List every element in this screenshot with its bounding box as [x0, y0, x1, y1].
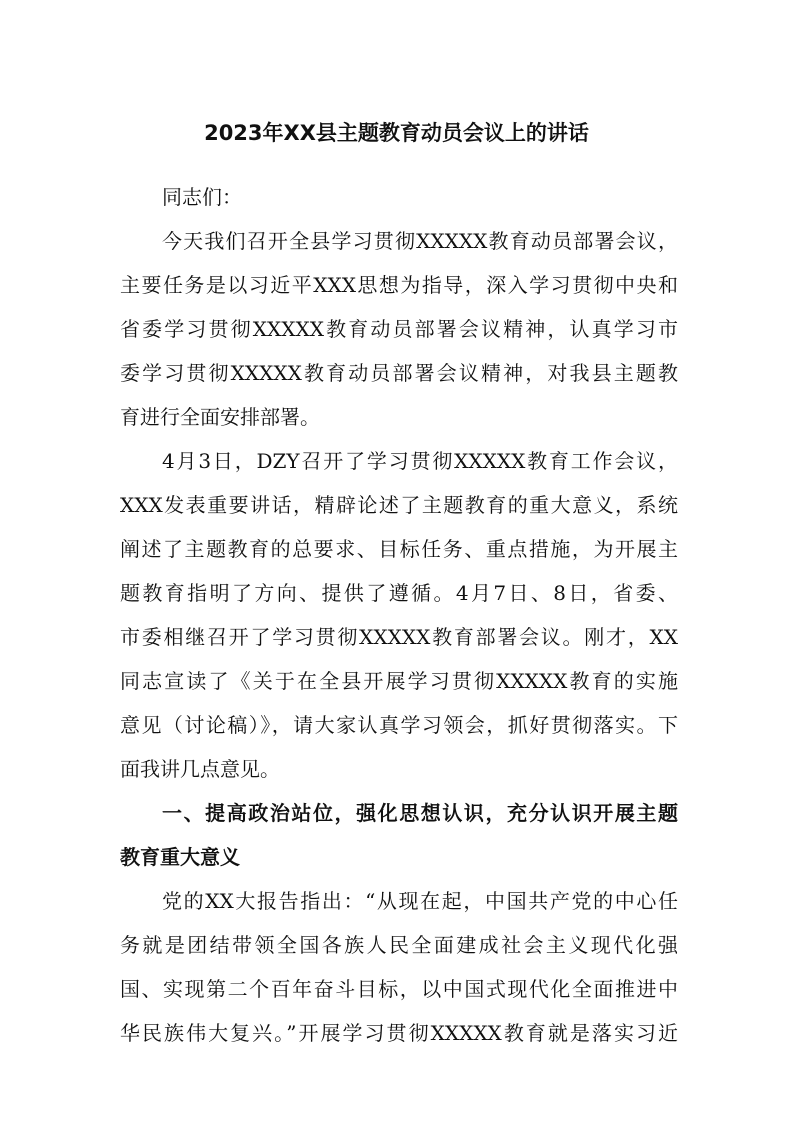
text-line: 党的XX大报告指出：“从现在起，中国共产党的中心任	[162, 889, 678, 913]
text-line: 面我讲几点意见。	[120, 757, 280, 781]
text-line: 主要任务是以习近平XXX思想为指导，深入学习贯彻中央和	[120, 273, 678, 297]
section-heading	[120, 791, 678, 879]
text-line: 阐述了主题教育的总要求、目标任务、重点措施，为开展主	[120, 537, 678, 561]
text-line: 题教育指明了方向、提供了遵循。4月7日、8日，省委、	[120, 581, 678, 605]
text-line: 今天我们召开全县学习贯彻XXXXX教育动员部署会议，	[162, 229, 678, 253]
text-line: 务就是团结带领全国各族人民全面建成社会主义现代化强	[120, 933, 678, 957]
document-body	[120, 175, 678, 1055]
text-line: 国、实现第二个百年奋斗目标，以中国式现代化全面推进中	[120, 977, 678, 1001]
text-line: 同志宣读了《关于在全县开展学习贯彻XXXXX教育的实施	[120, 669, 678, 693]
text-line: 省委学习贯彻XXXXX教育动员部署会议精神，认真学习市	[120, 317, 678, 341]
text-line: XXX发表重要讲话，精辟论述了主题教育的重大意义，系统	[120, 493, 678, 517]
text-line: 育进行全面安排部署。	[120, 405, 320, 429]
document-title: 2023年XX县主题教育动员会议上的讲话	[204, 121, 589, 145]
text-line: 教育重大意义	[120, 845, 240, 869]
text-line: 委学习贯彻XXXXX教育动员部署会议精神，对我县主题教	[120, 361, 678, 385]
text-line: 4月3日，DZY召开了学习贯彻XXXXX教育工作会议，	[162, 449, 678, 473]
text-line: 华民族伟大复兴。”开展学习贯彻XXXXX教育就是落实习近	[120, 1021, 678, 1045]
text-line: 一、提高政治站位，强化思想认识，充分认识开展主题	[162, 801, 678, 825]
salutation: 同志们：	[162, 185, 242, 209]
paragraph	[120, 439, 678, 791]
paragraph	[120, 879, 678, 1055]
text-line: 意见（讨论稿）》，请大家认真学习领会，抓好贯彻落实。下	[120, 713, 678, 737]
text-line: 市委相继召开了学习贯彻XXXXX教育部署会议。刚才，XX	[120, 625, 678, 649]
paragraph	[120, 219, 678, 439]
